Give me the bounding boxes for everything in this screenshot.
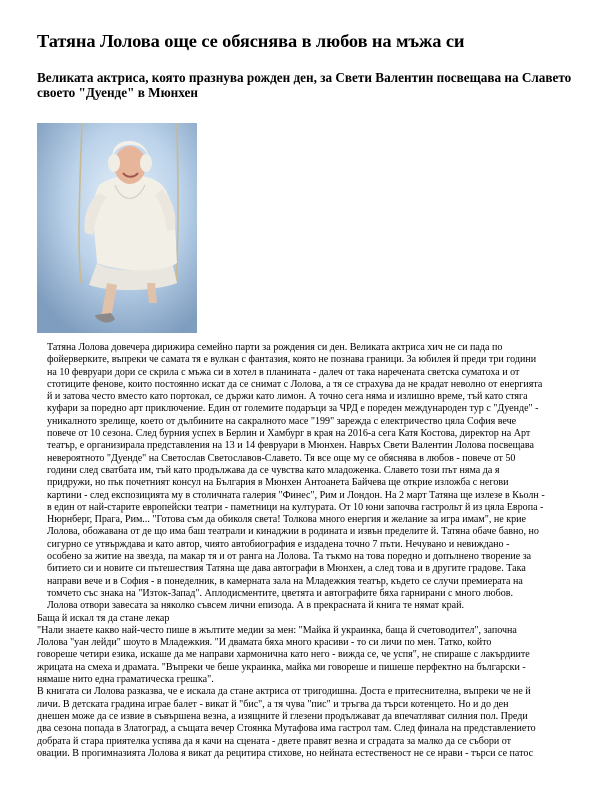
text-line: невероятното "Дуенде" на Светослав Светославов-Славето. Тя все още му се обяснява в любов - повече от 50	[47, 452, 516, 464]
text-line: "Нали знаете какво най-често пише в жълтите медии за мен: "Майка й украинка, баща й счетоводител", започна	[37, 624, 517, 636]
text-line: личи. В детската градина играе балет - викат й "бис", а тя чува "пис" и тръгва да търси котенцето. Но и до ден	[37, 698, 509, 710]
text-line: сигурно се утвърждава и като автор, чиято автобиография е издадена точно 7 пъти. Нечувано и невиждано -	[47, 538, 510, 550]
text-line: в един от най-старите европейски театри - паметници на културата. От 10 юни започва гастрольт й из цяла Европа -	[47, 501, 544, 513]
text-line: днешен може да се извие в съвършена везна, а изящните й глезени продължават да впечатляват силния пол. Преди	[37, 710, 528, 722]
text-line: театър, е организирала представления на 13 и 14 февруари в Мюнхен. Навръх Свети Валентин Лолова посвещава	[47, 440, 534, 452]
article-paragraph	[37, 686, 563, 760]
text-line: жрицата на смеха и драмата. "Въпреки че беше украинка, майка ми говореше и пишеше перфектно на български -	[37, 661, 526, 673]
article-subtitle	[37, 70, 577, 100]
text-line: стотиците фенове, които постоянно искат да се снимат с Лолова, а тя се страхува да не крадат неволно от енергията	[47, 378, 543, 390]
text-line: Лолова, обожавана от де що има баш театрали и кинаджии в родината и извън пределите й. Татяна обаче бавно, но	[47, 526, 539, 538]
article-title: Татяна Лолова още се обяснява в любов на мъжа си	[37, 31, 465, 51]
text-line: два сезона попада в Златоград, а същата вечер Стоянка Мутафова има гастрол там. След финала на представлението	[37, 723, 536, 735]
text-line: Нюрнберг, Прага, Рим... "Готова съм да обиколя света! Толкова много енергия и желание за игра имам", не крие	[47, 514, 526, 526]
article-section-heading	[37, 613, 563, 625]
text-line: направи вече и в София - в понеделник, в камерната зала на Младежкия театър, където се случи премиерата на	[47, 575, 523, 587]
article-body	[37, 342, 563, 760]
text-line: повече от 10 сезона. След бурния успех в Берлин и Хамбург в края на 2016-а сега Катя Костова, директор на Арт	[47, 428, 531, 440]
subtitle-line: Славето своето "Дуенде" в Мюнхен	[37, 70, 572, 100]
text-line: овации. В прогимназията Лолова я викат да рецитира стихове, но нейната естественост не се нрави - търси се патос	[37, 747, 534, 759]
text-line: картини - след експозицията му в столичната галерия "Финес", Рим и Лондон. На 2 март Татяна ще излезе в Кьолн -	[47, 489, 545, 501]
text-line: особено за житие на звезда, па макар тя и от ранга на Лолова. Та тъкмо на това поредно и допълнено творение за	[47, 551, 532, 563]
photo-actress-on-swing	[37, 123, 197, 333]
text-line: говореше четири езика, искаше да ме направи хармонична като него - вижда се, че успя", не спираше с лакърдиите	[37, 649, 530, 661]
text-line: добрата й стара приятелка успява да я качи на сцената - двете правят везна и сградата за малко да се събори от	[37, 735, 512, 747]
text-line: Лолова "уан лейди" шоуто в Младежкия. "И двамата бяха много красиви - то си личи по мен. Татко, който	[37, 637, 492, 649]
text-line: придружи, но пък почетният консул на България в Мюнхен Антоанета Байчева ще открие изложба с негови	[47, 477, 509, 489]
text-line: куфари за поредно арт приключение. Един от големите подаръци за ЧРД е пореден международен тур с "Дуенде" -	[47, 403, 539, 415]
text-line: В книгата си Лолова разказва, че е искала да стане актриса от тригодишна. Доста е притеснителна, въпреки че не й	[37, 686, 531, 698]
text-line: години след сватбата им, тъй като продължава да се чувства като младоженка. Славето този път няма да я	[47, 464, 500, 476]
text-line: битието си и новите си пътешествия Татяна ще дава автографи в Мюнхен, а след това и в другите градове. Така	[47, 563, 526, 575]
text-line: Баща й искал тя да стане лекар	[37, 612, 170, 624]
text-line: на 10 февруари дори се скрила с мъжа си в хотел в планината - далеч от така наречената светска суматоха и от	[47, 366, 520, 378]
text-line: томчето със знака на "Изток-Запад". Аплодисментите, цветята и автографите бяха гарнирани с много любов.	[47, 587, 514, 599]
text-line: Татяна Лолова довечера дирижира семейно парти за рождения си ден. Великата актриса хич не си пада по	[47, 342, 503, 353]
text-line: уникалното зрелище, което от дълбините на сакралното масе "199" зарежда с електричество цяла София вече	[47, 415, 517, 427]
text-line: фойерверките, въпреки че самата тя е вулкан с фантазия, която не познава граници. За юбилея й преди три години	[47, 354, 537, 366]
article-paragraph	[37, 342, 563, 613]
article-paragraph	[37, 625, 563, 686]
article-photo	[37, 123, 197, 333]
subtitle-line: Великата актриса, която празнува рожден ден, за Свети Валентин посвещава на	[37, 70, 519, 85]
text-line: й и затова често вместо като портокал, се държи като лимон. А точно сега няма и излишно време, тъй като стяга	[47, 391, 528, 403]
text-line: Лолова отвори завесата за няколко съвсем лични епизода. А в прекрасната й книга те нямат край.	[47, 600, 464, 612]
text-line: нямаше нито една граматическа грешка".	[37, 674, 214, 686]
